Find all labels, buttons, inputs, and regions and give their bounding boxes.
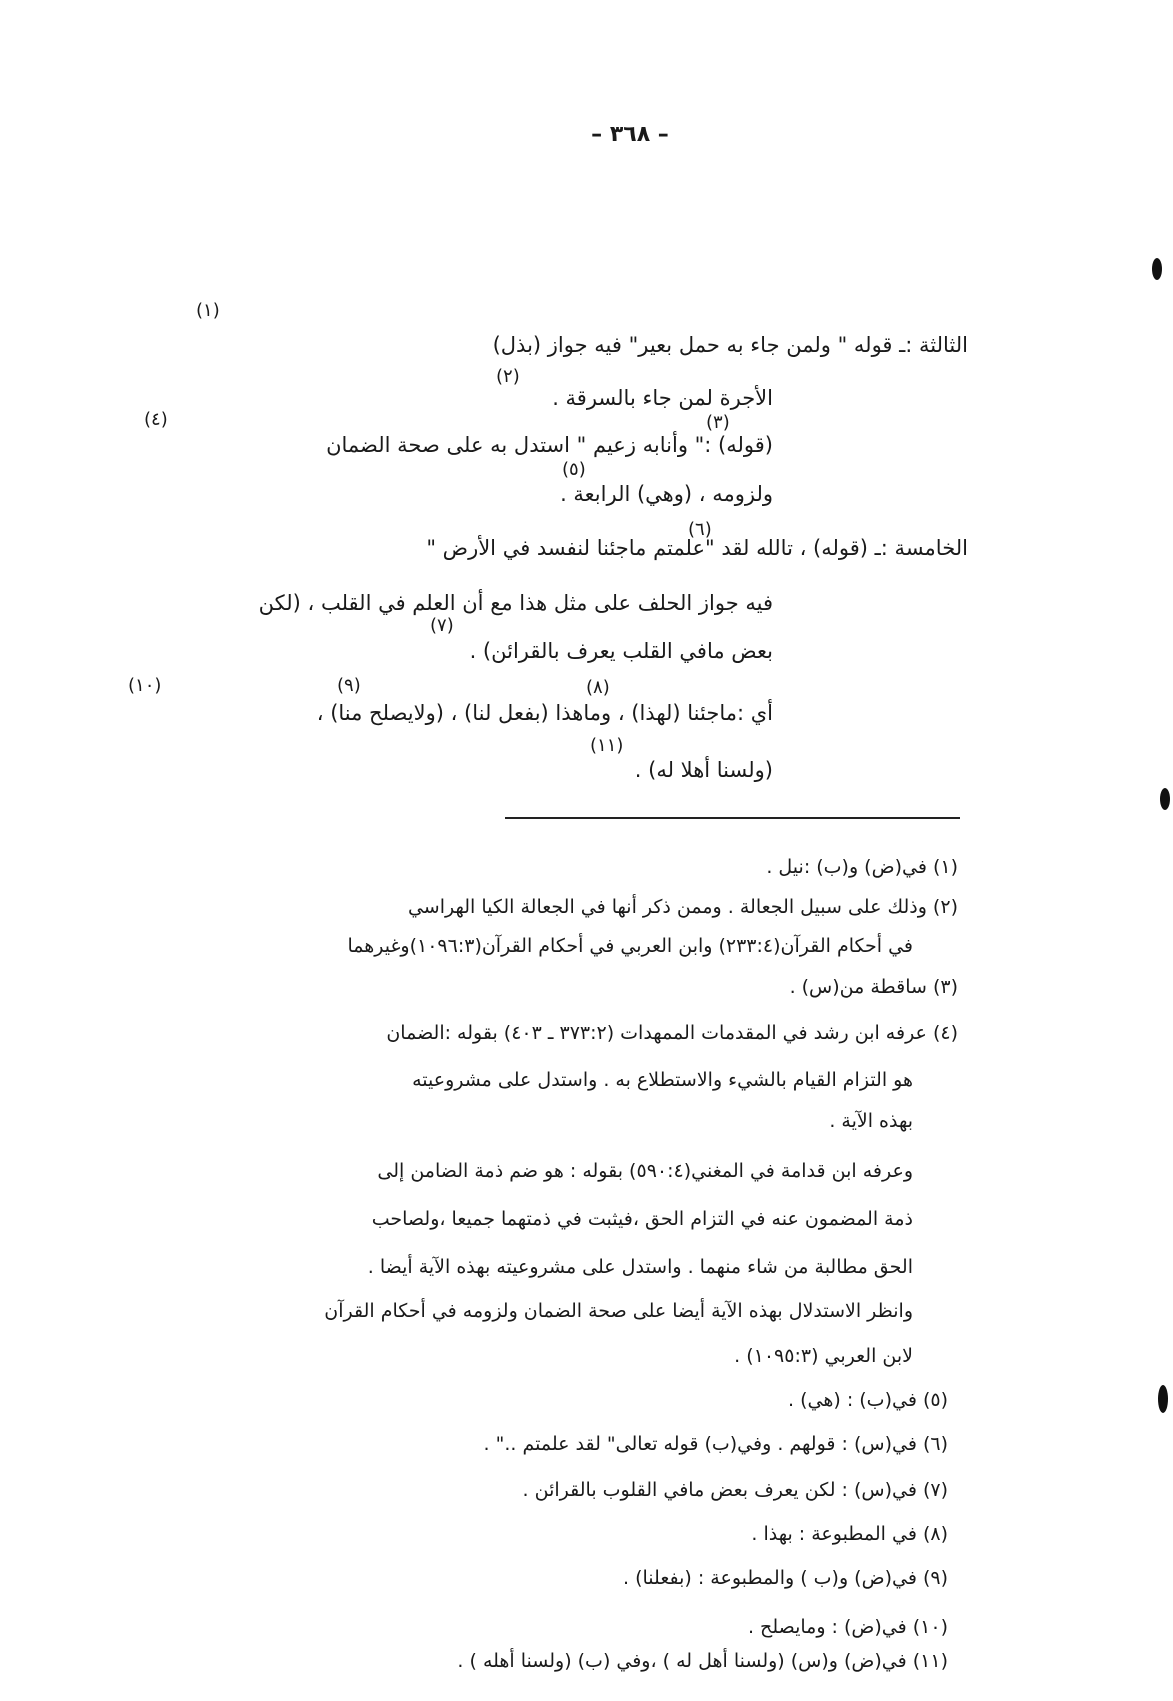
footnote-4-line-5: ذمة المضمون عنه في التزام الحق ،فيثبت في ذمتهما جميعا ،ولصاحب	[371, 1208, 913, 1230]
footnote-11: (١١) في(ض) و(س) (ولسنا أهل له ) ،وفي (ب) (ولسنا أهله ) .	[457, 1650, 948, 1672]
ref-mark-7: (٧)	[430, 615, 454, 636]
body-line-3: (قوله) :" وأنابه زعيم " استدل به على صحة الضمان	[326, 433, 773, 457]
body-line-6: فيه جواز الحلف على مثل هذا مع أن العلم في القلب ، (لكن	[258, 591, 773, 615]
footnote-4-line-6: الحق مطالبة من شاء منهما . واستدل على مشروعيته بهذه الآية أيضا .	[367, 1256, 913, 1278]
page-number: – ٣٦٨ –	[591, 122, 669, 147]
ref-mark-3: (٣)	[706, 412, 730, 433]
ref-mark-11: (١١)	[590, 735, 624, 756]
footnote-10: (١٠) في(ض) : ومايصلح .	[747, 1616, 948, 1638]
footnote-2-line-2: في أحكام القرآن(٢٣٣:٤) وابن العربي في أحكام القرآن(١٠٩٦:٣)وغيرهما	[347, 935, 913, 957]
footnote-4-line-8: لابن العربي (١٠٩٥:٣) .	[734, 1345, 913, 1367]
footnote-5: (٥) في(ب) : (هي) .	[788, 1389, 948, 1411]
scan-blot-middle	[1160, 788, 1170, 810]
footnote-4-line-7: وانظر الاستدلال بهذه الآية أيضا على صحة الضمان ولزومه في أحكام القرآن	[324, 1300, 913, 1322]
body-line-7: بعض مافي القلب يعرف بالقرائن) .	[469, 639, 773, 663]
ref-mark-2: (٢)	[496, 366, 520, 387]
footnote-9: (٩) في(ض) و(ب ) والمطبوعة : (بفعلنا) .	[623, 1567, 948, 1589]
ref-mark-5: (٥)	[562, 459, 586, 480]
footnote-1: (١) في(ض) و(ب) :نيل .	[766, 856, 958, 878]
body-line-2: الأجرة لمن جاء بالسرقة .	[552, 386, 773, 410]
ref-mark-4: (٤)	[144, 409, 168, 430]
footnote-7: (٧) في(س) : لكن يعرف بعض مافي القلوب بالقرائن .	[522, 1479, 948, 1501]
body-line-4: ولزومه ، (وهي) الرابعة .	[560, 482, 773, 506]
footnote-4-line-4: وعرفه ابن قدامة في المغني(٥٩٠:٤) بقوله : هو ضم ذمة الضامن إلى	[377, 1160, 913, 1182]
ref-mark-1: (١)	[196, 300, 220, 321]
footnote-3: (٣) ساقطة من(س) .	[789, 976, 958, 998]
body-line-9: (ولسنا أهلا له) .	[634, 758, 773, 782]
footnote-4-line-1: (٤) عرفه ابن رشد في المقدمات الممهدات (٣٧٣:٢ ـ ٤٠٣) بقوله :الضمان	[386, 1022, 958, 1044]
scan-blot-bottom	[1158, 1385, 1168, 1413]
footnote-8: (٨) في المطبوعة : بهذا .	[751, 1523, 948, 1545]
ref-mark-10: (١٠)	[128, 675, 162, 696]
scan-blot-top	[1152, 258, 1162, 280]
footnote-4-line-2: هو التزام القيام بالشيء والاستطلاع به . واستدل على مشروعيته	[412, 1069, 913, 1091]
footnote-separator	[505, 817, 960, 819]
ref-mark-6: (٦)	[688, 519, 712, 540]
body-line-5: الخامسة :ـ (قوله) ، تالله لقد "علمتم ماجئنا لنفسد في الأرض "	[426, 536, 968, 560]
footnote-6: (٦) في(س) : قولهم . وفي(ب) قوله تعالى" لقد علمتم .." .	[483, 1433, 948, 1455]
footnote-4-line-3: بهذه الآية .	[829, 1110, 913, 1132]
body-line-1: الثالثة :ـ قوله " ولمن جاء به حمل بعير" فيه جواز (بذل)	[492, 333, 968, 357]
body-line-8: أي :ماجئنا (لهذا) ، وماهذا (بفعل لنا) ، (ولايصلح منا) ،	[316, 701, 773, 725]
footnote-2-line-1: (٢) وذلك على سبيل الجعالة . وممن ذكر أنها في الجعالة الكيا الهراسي	[407, 896, 958, 918]
ref-mark-9: (٩)	[337, 675, 361, 696]
ref-mark-8: (٨)	[586, 677, 610, 698]
